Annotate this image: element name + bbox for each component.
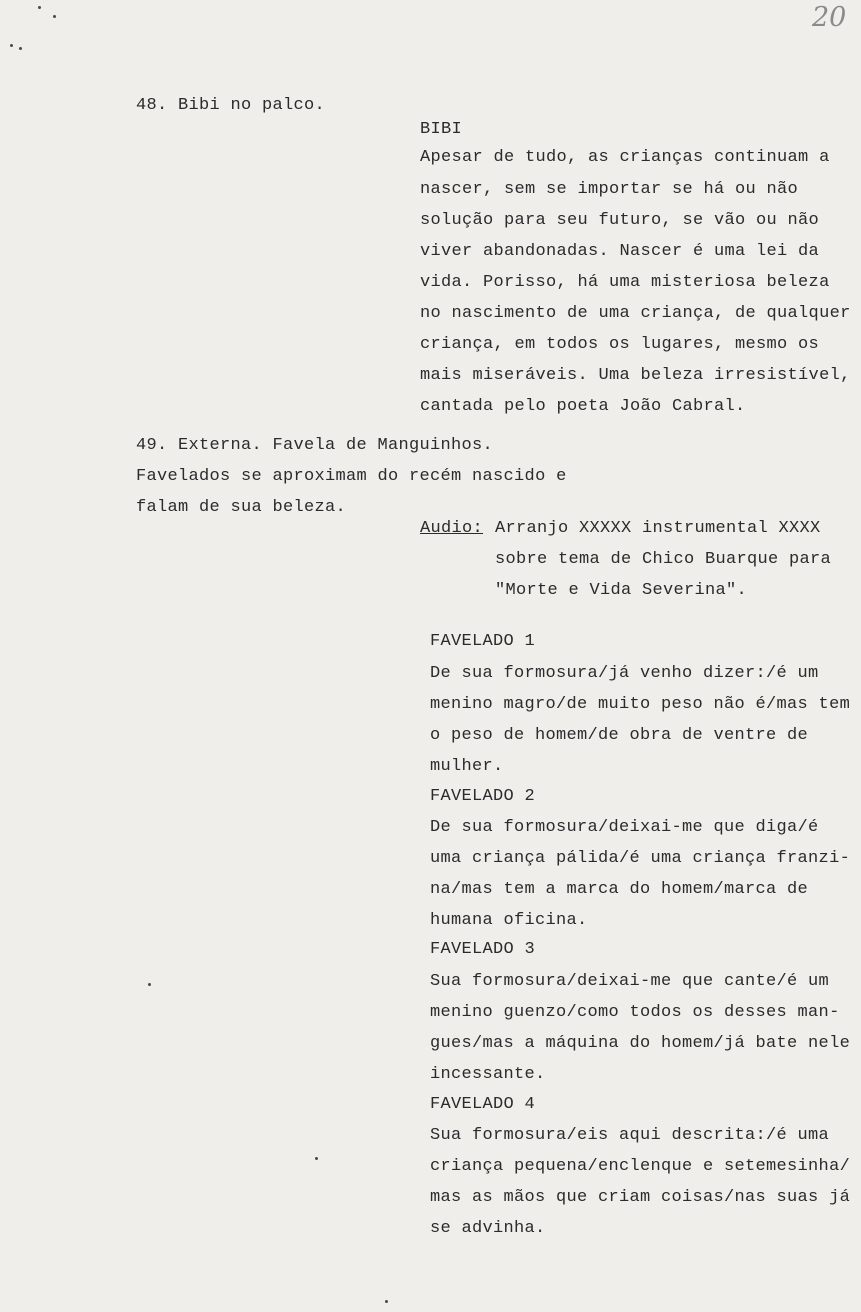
- bibi-line-2: nascer, sem se importar se há ou não: [420, 180, 799, 199]
- audio-line-2: sobre tema de Chico Buarque para: [495, 550, 832, 569]
- scene-49-line-3: falam de sua beleza.: [136, 498, 347, 517]
- bibi-line-4: viver abandonadas. Nascer é uma lei da: [420, 242, 820, 261]
- audio-label: Audio:: [420, 519, 484, 538]
- favelado-4-line-3: mas as mãos que criam coisas/nas suas já: [430, 1188, 851, 1207]
- favelado-4-line-2: criança pequena/enclenque e setemesinha/: [430, 1157, 851, 1176]
- bibi-line-3: solução para seu futuro, se vão ou não: [420, 211, 820, 230]
- favelado-2-line-4: humana oficina.: [430, 911, 588, 930]
- bibi-line-9: cantada pelo poeta João Cabral.: [420, 397, 746, 416]
- favelado-3-line-3: gues/mas a máquina do homem/já bate nele: [430, 1034, 851, 1053]
- bibi-line-8: mais miseráveis. Uma beleza irresistível,: [420, 366, 851, 385]
- scene-49-heading: 49. Externa. Favela de Manguinhos.: [136, 436, 494, 455]
- favelado-1-line-1: De sua formosura/já venho dizer:/é um: [430, 664, 819, 683]
- bibi-line-5: vida. Porisso, há uma misteriosa beleza: [420, 273, 830, 292]
- favelado-2-line-3: na/mas tem a marca do homem/marca de: [430, 880, 809, 899]
- favelado-3-line-2: menino guenzo/como todos os desses man-: [430, 1003, 840, 1022]
- audio-line-3: "Morte e Vida Severina".: [495, 581, 748, 600]
- favelado-1-line-3: o peso de homem/de obra de ventre de: [430, 726, 809, 745]
- paper-speck: [148, 983, 151, 986]
- scene-48-heading: 48. Bibi no palco.: [136, 96, 326, 115]
- paper-speck: [10, 44, 13, 47]
- page-number: 20: [812, 2, 847, 33]
- favelado-3-line-4: incessante.: [430, 1065, 546, 1084]
- paper-speck: [38, 6, 41, 9]
- speaker-bibi: BIBI: [420, 120, 463, 139]
- paper-speck: [385, 1300, 388, 1303]
- speaker-favelado-1: FAVELADO 1: [430, 632, 536, 651]
- bibi-line-1: Apesar de tudo, as crianças continuam a: [420, 148, 830, 167]
- speaker-favelado-2: FAVELADO 2: [430, 787, 536, 806]
- speaker-favelado-4: FAVELADO 4: [430, 1095, 536, 1114]
- scene-49-line-2: Favelados se aproximam do recém nascido e: [136, 467, 567, 486]
- audio-line-1: Arranjo XXXXX instrumental XXXX: [495, 519, 821, 538]
- paper-speck: [315, 1157, 318, 1160]
- paper-speck: [19, 47, 22, 50]
- favelado-4-line-1: Sua formosura/eis aqui descrita:/é uma: [430, 1126, 830, 1145]
- paper-speck: [53, 15, 56, 18]
- favelado-1-line-4: mulher.: [430, 757, 504, 776]
- favelado-2-line-1: De sua formosura/deixai-me que diga/é: [430, 818, 819, 837]
- favelado-4-line-4: se advinha.: [430, 1219, 546, 1238]
- bibi-line-6: no nascimento de uma criança, de qualquer: [420, 304, 851, 323]
- favelado-2-line-2: uma criança pálida/é uma criança franzi-: [430, 849, 851, 868]
- favelado-1-line-2: menino magro/de muito peso não é/mas tem: [430, 695, 851, 714]
- speaker-favelado-3: FAVELADO 3: [430, 940, 536, 959]
- bibi-line-7: criança, em todos os lugares, mesmo os: [420, 335, 820, 354]
- favelado-3-line-1: Sua formosura/deixai-me que cante/é um: [430, 972, 830, 991]
